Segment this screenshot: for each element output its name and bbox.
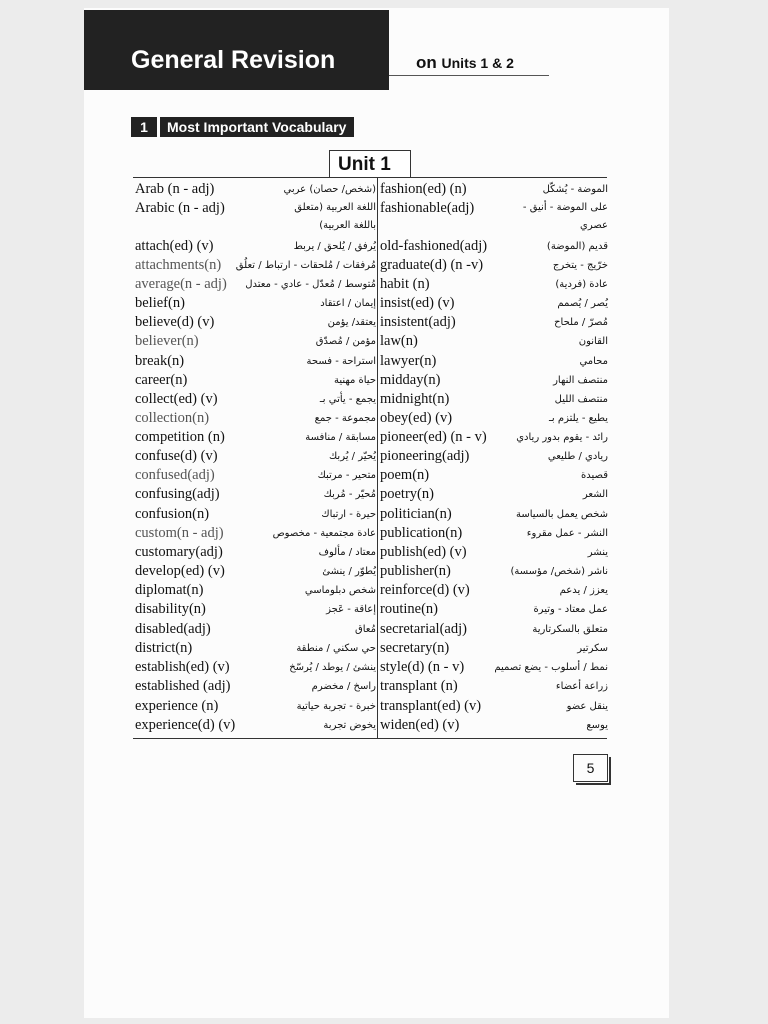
subtitle-underline [389,75,549,76]
vocab-translation-left: حي سكني / منطقة [296,643,376,654]
vocab-translation-left: مجموعة - جمع [314,413,376,424]
vocab-translation-left: مُعاق [355,624,376,635]
vocab-word-left: confuse(d) (v) [135,448,218,464]
vocab-word-right: reinforce(d) (v) [380,582,470,598]
vocab-word-left: disability(n) [135,601,206,617]
subtitle-on: on [416,53,437,72]
vocab-word-right: midnight(n) [380,391,450,407]
vocab-translation-right: النشر - عمل مقروء [526,528,608,539]
vocab-translation-right: شخص يعمل بالسياسة [515,509,608,520]
vocab-word-left: Arabic (n - adj) [135,200,225,216]
vocab-translation-left: يخوض تجربة [323,720,376,731]
vocab-translation-left: مُحيّر - مُربك [323,489,376,500]
page-number: 5 [573,754,608,782]
vocab-word-right: secretary(n) [380,640,450,656]
vocab-translation-left: يعتقد/ يؤمن [327,317,376,328]
vocab-word-left: believe(d) (v) [135,314,215,330]
vocab-word-left: believer(n) [135,333,199,349]
vocab-word-left: confused(adj) [135,467,215,483]
vocab-translation-left: مُتوسط / مُعدّل - عادي - معتدل [245,279,376,290]
vocab-word-right: midday(n) [380,372,441,388]
vocab-word-right: obey(ed) (v) [380,410,453,426]
vocab-translation-right: سكرتير [577,643,608,654]
vocab-translation-left: حياة مهنية [333,375,376,386]
vocab-word-right: pioneering(adj) [380,448,470,464]
vocab-word-right: transplant (n) [380,678,458,694]
vocab-translation-left: استراحة - فسحة [306,356,376,367]
table-top-rule [133,177,607,178]
vocab-word-left: district(n) [135,640,193,656]
section-number: 1 [131,117,157,137]
vocab-translation-left: يُطوّر / ينشئ [322,566,376,577]
vocab-translation-right: منتصف النهار [553,375,608,386]
vocab-word-left: collection(n) [135,410,210,426]
vocab-word-right: insistent(adj) [380,314,456,330]
vocab-word-left: attachments(n) [135,257,222,273]
vocab-translation-right: يوسع [586,720,608,731]
vocab-word-right: publish(ed) (v) [380,544,467,560]
vocab-translation-right: ريادي / طليعي [547,451,608,462]
vocab-translation-right: ينشر [587,547,608,558]
vocab-word-left: average(n - adj) [135,276,227,292]
unit-heading [329,150,411,178]
vocab-word-left: experience (n) [135,698,219,714]
vocab-translation-right: محامي [579,356,608,367]
vocab-translation-right: الشعر [582,489,608,500]
vocab-word-right: poem(n) [380,467,430,483]
vocab-translation-left: يجمع - يأتي بـ [319,394,376,405]
vocab-translation-right: زراعة أعضاء [555,681,608,692]
vocab-word-right: publisher(n) [380,563,451,579]
vocab-translation-right: الموضة - يُشكّل [542,184,608,195]
vocab-translation-right: نمط / أسلوب - يضع تصميم [494,662,608,673]
vocab-translation-right: يُصر / يُصمم [557,298,608,309]
vocab-word-left: diplomat(n) [135,582,204,598]
vocab-translation-right: رائد - يقوم بدور ريادي [516,432,608,443]
vocab-word-left: career(n) [135,372,188,388]
vocab-translation-left: يُرفق / يُلحق / يربط [293,241,376,252]
vocab-word-left: customary(adj) [135,544,223,560]
vocab-word-right: publication(n) [380,525,463,541]
vocab-word-right: fashion(ed) (n) [380,181,467,197]
vocab-word-left: confusing(adj) [135,486,220,502]
subtitle-units: Units 1 & 2 [441,55,514,71]
vocab-translation-left: عادة مجتمعية - مخصوص [272,528,376,539]
vocab-word-right: politician(n) [380,506,452,522]
vocab-word-right: graduate(d) (n -v) [380,257,484,273]
vocab-word-left: establish(ed) (v) [135,659,230,675]
vocab-word-right: widen(ed) (v) [380,717,460,733]
vocab-translation-right: خرّيج - يتخرج [552,260,608,271]
section-heading [131,117,354,137]
vocab-translation-left: حيرة - ارتباك [321,509,376,520]
vocab-translation-left: خبرة - تجربة حياتية [296,701,376,712]
vocab-word-left: confusion(n) [135,506,210,522]
vocab-translation-right: ينقل عضو [566,701,608,712]
vocab-translation-left: إعاقة - عَجز [326,604,376,615]
vocab-word-left: Arab (n - adj) [135,181,215,197]
vocab-translation-right: قديم (الموضة) [546,241,608,252]
vocab-word-right: routine(n) [380,601,438,617]
vocab-translation-left: متحير - مرتبك [317,470,376,481]
vocab-word-right: habit (n) [380,276,430,292]
column-divider [377,177,378,738]
vocab-word-right: insist(ed) (v) [380,295,455,311]
vocab-word-right: poetry(n) [380,486,434,502]
vocab-translation-left: مؤمن / مُصدّق [315,336,376,347]
vocab-translation-right: متعلق بالسكرتارية [532,624,608,635]
vocab-translation-left: اللغة العربية (متعلق باللغة العربية) [294,202,376,231]
vocab-word-left: belief(n) [135,295,185,311]
vocab-translation-right: منتصف الليل [554,394,608,405]
vocab-translation-left: معتاد / مألوف [318,547,376,558]
vocab-word-left: break(n) [135,353,185,369]
section-label: Most Important Vocabulary [160,117,354,137]
vocab-word-right: law(n) [380,333,418,349]
vocab-word-right: pioneer(ed) (n - v) [380,429,487,445]
vocab-translation-right: القانون [578,336,608,347]
vocab-translation-right: عادة (فردية) [555,279,608,290]
vocab-word-left: custom(n - adj) [135,525,224,541]
vocab-translation-right: يعزز / يدعم [559,585,608,596]
vocab-translation-left: يُحيّر / يُربك [328,451,376,462]
page-title: General Revision [131,46,336,74]
vocab-word-left: collect(ed) (v) [135,391,218,407]
vocab-translation-right: يطيع - يلتزم بـ [548,413,608,424]
vocab-word-left: established (adj) [135,678,231,694]
vocab-translation-right: ناشر (شخص/ مؤسسة) [510,566,608,577]
vocab-word-left: competition (n) [135,429,225,445]
vocab-word-right: style(d) (n - v) [380,659,465,675]
vocab-translation-left: شخص دبلوماسي [304,585,376,596]
vocab-word-left: experience(d) (v) [135,717,236,733]
vocab-word-left: disabled(adj) [135,621,211,637]
vocab-word-right: transplant(ed) (v) [380,698,482,714]
vocab-word-right: old-fashioned(adj) [380,238,488,254]
vocab-translation-left: مسابقة / منافسة [305,432,376,443]
vocab-translation-left: مُرفقات / مُلحقات - ارتباط / تعلُق [235,260,376,271]
vocab-translation-left: إيمان / اعتقاد [320,298,376,309]
table-bottom-rule [133,738,607,739]
vocab-word-left: attach(ed) (v) [135,238,214,254]
vocab-translation-left: (شخص/ حصان) عربي [283,184,376,195]
unit-label: Unit 1 [338,154,391,175]
vocab-word-right: fashionable(adj) [380,200,475,216]
vocab-word-right: lawyer(n) [380,353,437,369]
vocab-word-left: develop(ed) (v) [135,563,225,579]
vocab-translation-right: قصيدة [581,470,608,481]
vocab-translation-left: راسخ / مخضرم [311,681,376,692]
page-subtitle [416,53,514,73]
vocab-translation-right: مُصرّ / ملحاح [554,317,608,328]
vocab-word-right: secretarial(adj) [380,621,467,637]
vocab-translation-right: عمل معتاد - وتيرة [533,604,608,615]
vocab-translation-left: ينشئ / يوطد / يُرسّخ [289,662,376,673]
vocab-translation-right: على الموضة - أنيق - عصري [522,202,608,231]
